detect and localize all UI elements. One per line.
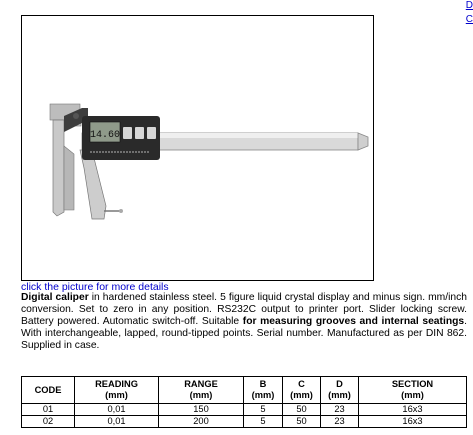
cell-code: 01 (22, 404, 75, 416)
specs-table (21, 376, 467, 428)
description-text-end: . With interchangeable, lapped, round-tipped points. Serial number. Manufactured as per DIN 862. Supplied in case. (21, 316, 467, 351)
table-header-row (22, 377, 467, 404)
cell-c: 50 (283, 416, 321, 428)
cell-code: 02 (22, 416, 75, 428)
header-d: D (mm) (321, 377, 359, 404)
header-reading: READING (mm) (75, 377, 159, 404)
header-code: CODE (22, 377, 75, 404)
header-c: C (mm) (283, 377, 321, 404)
cell-b: 5 (244, 404, 283, 416)
digital-caliper-image (22, 16, 373, 280)
product-image[interactable] (21, 15, 374, 281)
cell-section: 16x3 (359, 404, 467, 416)
edge-link-1[interactable]: D (465, 0, 473, 11)
header-section: SECTION (mm) (359, 377, 467, 404)
cell-c: 50 (283, 404, 321, 416)
description-highlight: for measuring grooves and internal seatings (242, 316, 465, 327)
cell-range: 200 (159, 416, 244, 428)
cell-d: 23 (321, 416, 359, 428)
cell-section: 16x3 (359, 416, 467, 428)
table-row (22, 416, 467, 428)
header-range: RANGE (mm) (159, 377, 244, 404)
cell-reading: 0,01 (75, 404, 159, 416)
cell-range: 150 (159, 404, 244, 416)
table-row (22, 404, 467, 416)
description-text: in hardened stainless steel. 5 figure liquid crystal display and minus sign. mm/inch conversion. Set to zero in any position. RS232C output to printer port. Slider locking screw. Battery powered. Automatic switch-off. Suitable (21, 292, 467, 327)
cell-reading: 0,01 (75, 416, 159, 428)
display-reading: 14.60 (89, 130, 121, 141)
edge-link-2[interactable]: C (465, 14, 473, 25)
header-b: B (mm) (244, 377, 283, 404)
product-name: Digital caliper (21, 292, 89, 303)
product-description (21, 292, 467, 352)
more-details-link[interactable]: click the picture for more details (21, 281, 169, 293)
cell-b: 5 (244, 416, 283, 428)
cell-d: 23 (321, 404, 359, 416)
